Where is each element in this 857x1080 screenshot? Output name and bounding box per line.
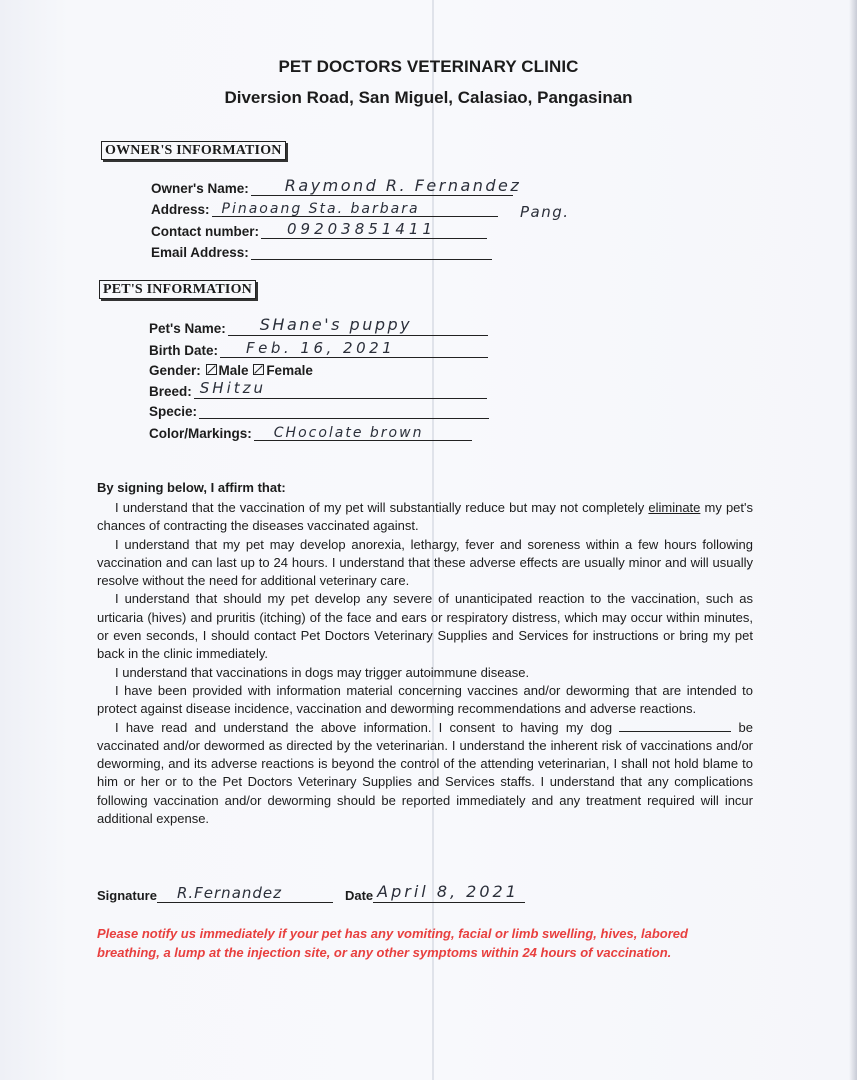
pet-specie-line [199, 403, 489, 419]
owner-contact-field[interactable] [151, 220, 487, 239]
owner-email-label: Email Address: [151, 245, 249, 260]
owner-contact-label: Contact number: [151, 224, 259, 239]
pet-color-field[interactable] [149, 425, 472, 441]
owner-name-field[interactable] [151, 176, 522, 196]
owner-name-line [251, 176, 522, 196]
signature-label: Signature [97, 888, 157, 903]
consent-p6-text-a: I have read and understand the above information. I consent to having my dog [115, 719, 613, 735]
female-label: Female [266, 363, 313, 378]
owner-contact-value: 09203851411 [287, 220, 436, 238]
pet-breed-field[interactable] [149, 379, 487, 399]
clinic-name: PET DOCTORS VETERINARY CLINIC [278, 57, 579, 76]
consent-paragraph-3: I understand that should my pet develop any severe of unanticipated reaction to the vaccination, such as urticaria (hives) and pruritis (itching) of the face and ears or respiratory distress, which may occur within minutes, or even seconds, I should contact Pet Doctors Veterinary Supplies and Services for instructions or bring my pet back in the clinic immediately. [97, 591, 753, 662]
pet-birth-field[interactable] [149, 339, 488, 358]
pet-breed-label: Breed: [149, 384, 192, 399]
owner-contact-line [261, 220, 487, 239]
pet-birth-line [220, 339, 488, 358]
consent-paragraph-6 [97, 719, 753, 829]
owner-section-title: OWNER'S INFORMATION [101, 141, 286, 160]
consent-title: By signing below, I affirm that: [97, 480, 286, 495]
male-label: Male [218, 363, 249, 378]
signature-value: R.Fernandez [176, 884, 283, 902]
pet-specie-field[interactable] [149, 403, 489, 419]
pet-gender-label: Gender: [149, 363, 201, 378]
pet-color-line [254, 425, 472, 441]
male-checkbox[interactable] [206, 364, 217, 375]
date-value: April 8, 2021 [377, 882, 519, 901]
consent-p6-text-b: be vaccinated and/or dewormed as directed by the veterinarian. I understand the inherent risk of vaccinations and/or deworming, and its adverse reactions is beyond the control of the attending veterinarian, I shall not hold blame to him or her or to the Pet Doctors Veterinary Supplies and Services staffs. I understand that any complications following vaccination and/or deworming should be reported immediately and any treatment required will incur additional expense. [97, 719, 753, 827]
pet-name-value: SHane's puppy [259, 315, 413, 334]
owner-address-value: Pinaoang Sta. barbara [221, 201, 420, 217]
pet-section-title: PET'S INFORMATION [99, 280, 256, 299]
pet-color-label: Color/Markings: [149, 426, 252, 441]
pet-color-value: CHocolate brown [273, 425, 424, 441]
clinic-address: Diversion Road, San Miguel, Calasiao, Pangasinan [224, 88, 633, 107]
signature-row [97, 882, 525, 903]
female-checkbox[interactable] [253, 364, 264, 375]
pet-birth-value: Feb. 16, 2021 [246, 339, 396, 357]
pet-name-line [228, 315, 488, 336]
owner-address-field[interactable] [151, 201, 498, 217]
signature-line[interactable] [157, 882, 333, 903]
owner-address-overflow: Pang. [520, 203, 570, 221]
consent-paragraph-1 [97, 499, 753, 536]
owner-email-field[interactable] [151, 244, 492, 260]
notice-text: Please notify us immediately if your pet has any vomiting, facial or limb swelling, hives, labored breathing, a lump at the injection site, or any other symptoms within 24 hours of vaccination. [97, 926, 688, 960]
owner-address-line [212, 201, 498, 217]
pet-specie-label: Specie: [149, 404, 198, 419]
dog-name-blank[interactable] [619, 721, 731, 732]
consent-paragraph-5: I have been provided with information material concerning vaccines and/or deworming that are intended to protect against disease incidence, vaccination and deworming recommendations and adverse reactions. [97, 682, 753, 717]
pet-name-field[interactable] [149, 315, 488, 336]
consent-p1-underlined: eliminate [648, 500, 701, 515]
consent-paragraph-2: I understand that my pet may develop anorexia, lethargy, fever and soreness within a few hours following vaccination and can last up to 24 hours. I understand that these adverse effects are usually minor and will usually resolve without the need for additional veterinary care. [97, 536, 753, 589]
owner-name-label: Owner's Name: [151, 181, 249, 196]
pet-birth-label: Birth Date: [149, 343, 219, 358]
owner-address-label: Address: [151, 202, 210, 217]
consent-body [97, 499, 753, 828]
pet-gender-field [149, 363, 313, 378]
pet-breed-line [194, 379, 487, 399]
date-label: Date [344, 888, 374, 903]
consent-p1-text-a: I understand that the vaccination of my pet will substantially reduce but may not completely [115, 500, 645, 515]
pet-name-label: Pet's Name: [149, 321, 226, 336]
consent-paragraph-4: I understand that vaccinations in dogs may trigger autoimmune disease. [115, 664, 530, 680]
owner-email-line [251, 244, 492, 260]
page-edge-shadow [849, 0, 857, 1080]
pet-breed-value: SHitzu [199, 379, 266, 397]
consent-p1-text-b: my pet's chances of contracting the diseases vaccinated against. [97, 500, 753, 534]
owner-name-value: Raymond R. Fernandez [284, 176, 522, 195]
date-line[interactable] [373, 882, 525, 903]
